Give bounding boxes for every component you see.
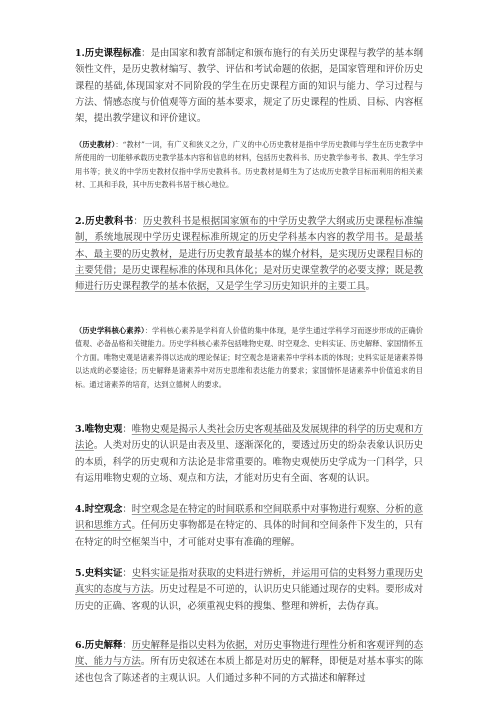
term-historical-materialism: 3.唯物史观 — [75, 424, 123, 435]
paragraph-interpretation — [75, 638, 423, 687]
definition-lead: ： — [122, 640, 132, 651]
definition-underlined: 唯物史观是揭示人类社会历史客观基础及发展规律的科学的历史观和方法论 — [75, 424, 423, 452]
definition-tail: 。所有历史叙述在本质上都是对历史的解释，即便是对基本事实的陈述也包含了陈述者的主观认识。人们通过多种不同的方式描述和解释过 — [75, 656, 423, 684]
definition-underlined: 时空观念是在特定的时间联系和空间联系中对事物进行观察、分析的意识和思维方式 — [75, 504, 423, 532]
term-evidence: 5.史料实证 — [75, 568, 123, 579]
paragraph-core-literacy — [75, 324, 423, 391]
paragraph-historical-materialism — [75, 422, 423, 487]
term-textbook: 2.历史教科书 — [75, 216, 134, 227]
definition-tail: 。历史过程是不可逆的，认识历史只能通过现存的史料。要形成对历史的正确、客观的认识，必须重视史料的搜集、整理和辨析，去伪存真。 — [75, 584, 423, 612]
definition-lead: ： — [122, 568, 132, 579]
definition-lead: ： — [122, 424, 132, 435]
term-history-materials: （历史教材） — [75, 140, 116, 149]
term-core-literacy: （历史学科核心素养） — [75, 326, 145, 335]
paragraph-history-materials — [75, 138, 423, 192]
term-curriculum-standard: 1.历史课程标准 — [75, 48, 142, 59]
definition-tail: 。任何历史事物都是在特定的、具体的时间和空间条件下发生的，只有在特定的时空框架当中，才可能对史事有准确的理解。 — [75, 520, 423, 548]
definition-lead: ： — [133, 216, 144, 227]
paragraph-space-time — [75, 502, 423, 551]
definition-text: ：是由国家和教育部制定和颁布施行的有关历史课程与教学的基本纲领性文件，是历史教材编写、教学、评估和考试命题的依据，是国家管理和评价历史课程的基础,体现国家对不同阶段的学生在历史课程方面的知识与能力、学习过程与方法、情感态度与价值观等方面的基本要求，规定了历史课程的性质、目标、内容框架，提出教学建议和评价建议。 — [75, 48, 423, 125]
definition-text: ：学科核心素养是学科育人价值的集中体现，是学生通过学科学习而逐步形成的正确价值观、必备品格和关键能力。历史学科核心素养包括唯物史观、时空观念、史料实证、历史解释、家国情怀五个方面。唯物史观是诸素养得以达成的理论保证；时空观念是诸素养中学科本质的体现；史料实证是诸素养得以达成的必要途径；历史解释是诸素养中对历史思维和表达能力的要求；家国情怀是诸素养中价值追求的目标。通过诸素养的培育，达到立德树人的要求。 — [75, 326, 423, 389]
definition-tail: 。人类对历史的认识是由表及里、逐渐深化的，要透过历史的纷杂表象认识历史的本质，科学的历史观和方法论是非常重要的。唯物史观使历史学成为一门科学，只有运用唯物史观的立场、观点和方法，才能对历史有全面、客观的认识。 — [75, 440, 423, 484]
definition-lead: ： — [122, 504, 132, 515]
term-interpretation: 6.历史解释 — [75, 640, 123, 651]
term-space-time: 4.时空观念 — [75, 504, 123, 515]
definition-underlined: 史料实证是指对获取的史料进行辨析，并运用可信的史料努力重现历史真实的态度与方法 — [75, 568, 423, 596]
definition-text: ：“教材”一词，有广义和狭义之分，广义的中心历史教材是指中学历史教师与学生在历史教学中所使用的一切能够承载历史教学基本内容和信息的材料，包括历史教科书、历史教学参考书、教具、学生学习用书等；狭义的中学历史教材仅指中学历史教科书。历史教材是师生为了达成历史教学目标而利用的相关素材、工具和手段，其中历史教科书居于核心地位。 — [75, 140, 424, 190]
definition-underlined: 历史解释是指以史料为依据，对历史事物进行理性分析和客观评判的态度、能力与方法 — [75, 640, 423, 668]
paragraph-evidence — [75, 566, 423, 615]
paragraph-curriculum-standard — [75, 46, 423, 127]
paragraph-textbook — [75, 214, 423, 295]
definition-tail: 。 — [365, 281, 376, 293]
definition-underlined: 历史教科书是根据国家颁布的中学历史教学大纲或历史课程标准编制，系统地展现中学历史课程标准所规定的历史学科基本内容的教学用书。是最基本、最主要的历史教材，是进行历史教育最基本的媒介材料，是实现历史课程目标的主要凭借；是历史课程标准的体现和具体化；是对历史课堂教学的必要支撑；既是教师进行历史课程教学的基本依据，又是学生学习历史知识并的主要工具 — [75, 216, 423, 293]
